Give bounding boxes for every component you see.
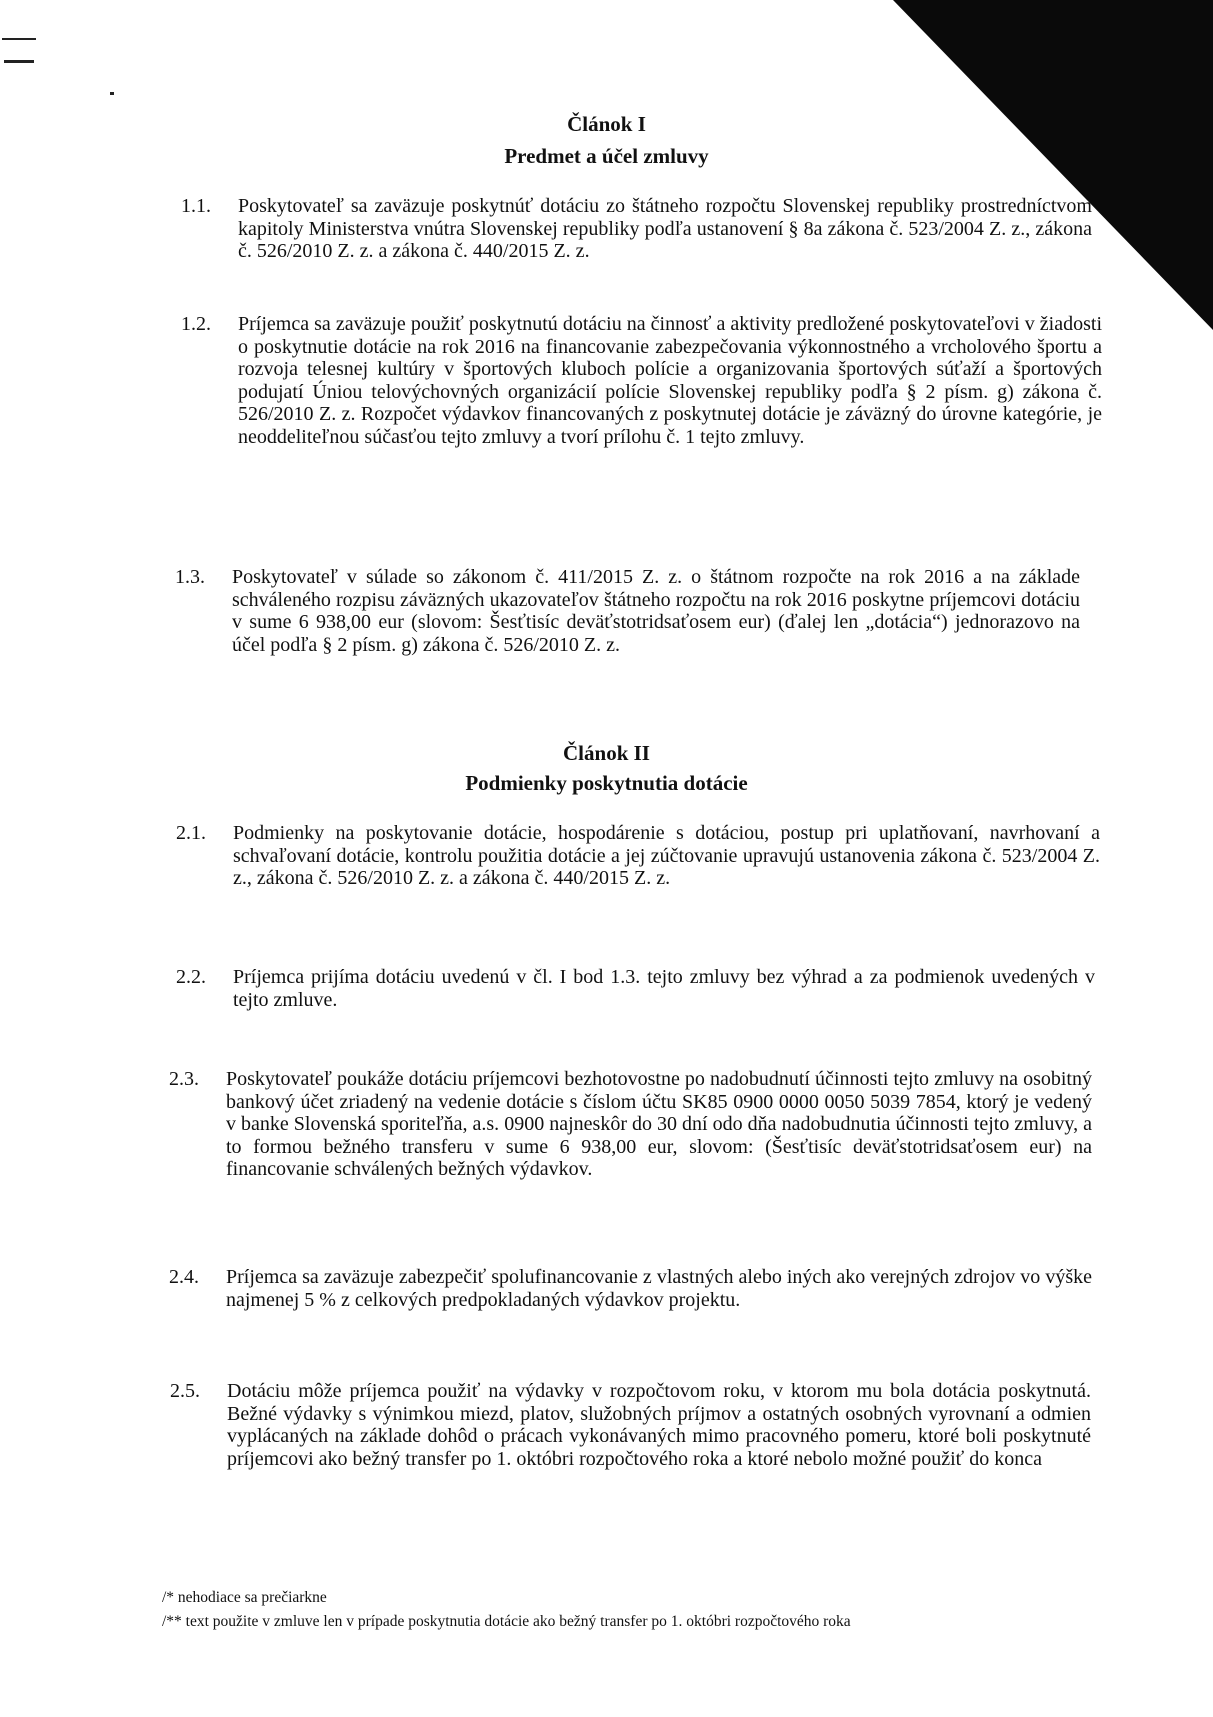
paragraph-2-1 [176, 822, 1100, 890]
scan-mark-top [2, 38, 36, 40]
paragraph-1-1 [181, 195, 1092, 263]
footnote-1: /* nehodiace sa prečiarkne [162, 1589, 327, 1606]
paragraph-text: Príjemca sa zaväzuje zabezpečiť spolufinancovanie z vlastných alebo iných ako verejných zdrojov vo výške najmenej 5 % z celkových predpokladaných výdavkov projektu. [226, 1266, 1092, 1311]
paragraph-text: Poskytovateľ poukáže dotáciu príjemcovi bezhotovostne po nadobudnutí účinnosti tejto zmluvy na osobitný bankový účet zriadený na vedenie dotácie s číslom účtu SK85 0900 0000 0050 5039 7854, ktorý je vedený v banke Slovenská sporiteľňa, a.s. 0900 najneskôr do 30 dní odo dňa nadobudnutia účinnosti tejto zmluvy, a to formou bežného transferu v sume 6 938,00 eur, slovom: (Šesťtisíc deväťstotridsaťosem eur) na financovanie schválených bežných výdavkov. [226, 1068, 1092, 1180]
paragraph-number: 1.3. [175, 566, 205, 588]
paragraph-number: 2.1. [176, 822, 206, 844]
article-1-subtitle: Predmet a účel zmluvy [504, 144, 709, 168]
paragraph-number: 2.5. [170, 1380, 200, 1402]
paragraph-2-3 [169, 1068, 1092, 1181]
paragraph-text: Príjemca prijíma dotáciu uvedenú v čl. I bod 1.3. tejto zmluvy bez výhrad a za podmienok uvedených v tejto zmluve. [233, 966, 1095, 1011]
paragraph-text: Podmienky na poskytovanie dotácie, hospodárenie s dotáciou, postup pri uplatňovaní, navrhovaní a schvaľovaní dotácie, kontrolu použitia dotácie a jej zúčtovanie upravujú ustanovenia zákona č. 523/2004 Z. z., zákona č. 526/2010 Z. z. a zákona č. 440/2015 Z. z. [233, 822, 1100, 889]
paragraph-text: Poskytovateľ v súlade so zákonom č. 411/2015 Z. z. o štátnom rozpočte na rok 2016 a na základe schváleného rozpisu záväzných ukazovateľov štátneho rozpočtu na rok 2016 poskytne príjemcovi dotáciu v sume 6 938,00 eur (slovom: Šesťtisíc deväťstotridsaťosem eur) (ďalej len „dotácia“) jednorazovo na účel podľa § 2 písm. g) zákona č. 526/2010 Z. z. [232, 566, 1080, 656]
article-1-title: Článok I [567, 112, 646, 136]
paragraph-text: Dotáciu môže príjemca použiť na výdavky v rozpočtovom roku, v ktorom mu bola dotácia poskytnutá. Bežné výdavky s výnimkou miezd, platov, služobných príjmov a ostatných osobných vyrovnaní a odmien vyplácaných na základe dohôd o prácach vykonávaných mimo pracovného pomeru, ktoré boli poskytnuté príjemcovi ako bežný transfer po 1. októbri rozpočtového roka a ktoré nebolo možné použiť do konca [227, 1380, 1091, 1470]
paragraph-number: 2.4. [169, 1266, 199, 1288]
article-2-subtitle: Podmienky poskytnutia dotácie [465, 771, 748, 795]
paragraph-number: 1.1. [181, 195, 211, 217]
paragraph-number: 1.2. [181, 313, 211, 335]
footnote-2: /** text použite v zmluve len v prípade poskytnutia dotácie ako bežný transfer po 1. októbri rozpočtového roka [162, 1613, 851, 1630]
scan-mark-middle [4, 60, 34, 63]
paragraph-number: 2.2. [176, 966, 206, 988]
paragraph-1-2 [181, 313, 1102, 448]
paragraph-number: 2.3. [169, 1068, 199, 1090]
paragraph-1-3 [175, 566, 1080, 656]
article-2-title: Článok II [563, 741, 650, 765]
paragraph-2-5 [170, 1380, 1091, 1470]
paragraph-text: Príjemca sa zaväzuje použiť poskytnutú dotáciu na činnosť a aktivity predložené poskytovateľovi v žiadosti o poskytnutie dotácie na rok 2016 na financovanie zabezpečovania výkonnostného a vrcholového športu a rozvoja telesnej kultúry v športových kluboch polície a organizovania športových súťaží a športových podujatí Úniou telovýchovných organizácií polície Slovenskej republiky podľa § 2 písm. g) zákona č. 526/2010 Z. z. Rozpočet výdavkov financovaných z poskytnutej dotácie je záväzný do úrovne kategórie, je neoddeliteľnou súčasťou tejto zmluvy a tvorí prílohu č. 1 tejto zmluvy. [238, 313, 1102, 448]
paragraph-2-2 [176, 966, 1095, 1011]
scan-dot [110, 92, 114, 95]
paragraph-2-4 [169, 1266, 1092, 1311]
paragraph-text: Poskytovateľ sa zaväzuje poskytnúť dotáciu zo štátneho rozpočtu Slovenskej republiky prostredníctvom kapitoly Ministerstva vnútra Slovenskej republiky podľa ustanovení § 8a zákona č. 523/2004 Z. z., zákona č. 526/2010 Z. z. a zákona č. 440/2015 Z. z. [238, 195, 1092, 262]
